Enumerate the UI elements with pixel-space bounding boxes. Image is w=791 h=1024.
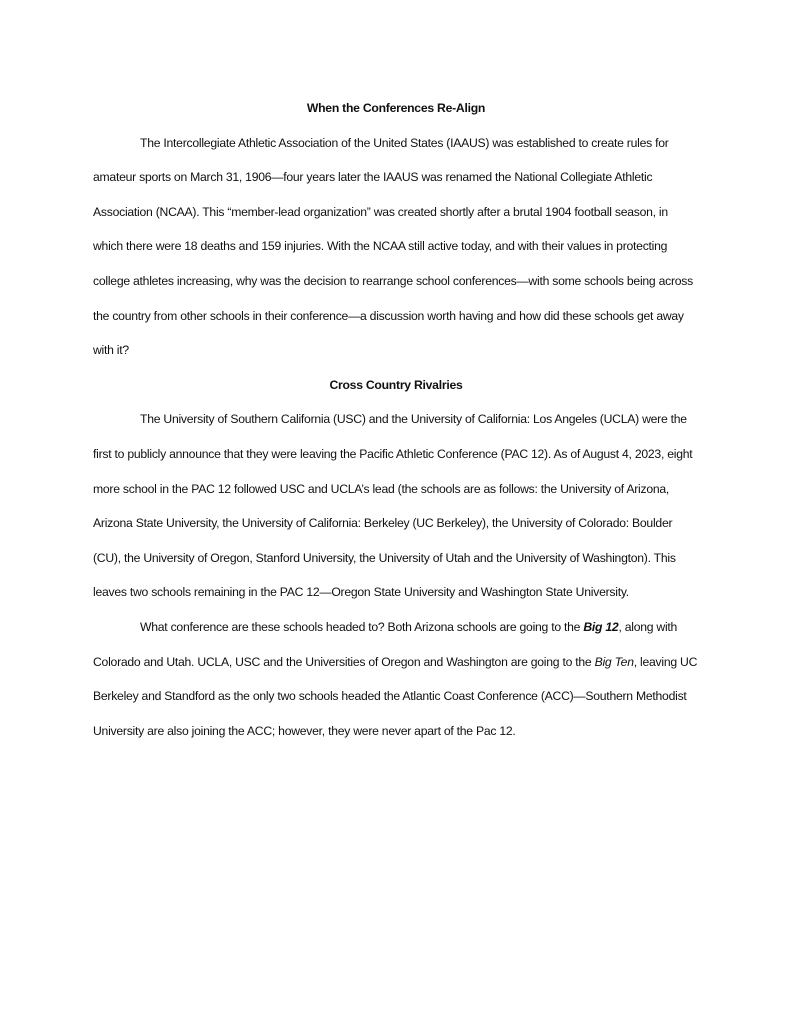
section-paragraph-2	[93, 610, 699, 748]
paragraph-text: , along with Colorado and Utah. UCLA, USC and the Universities of Oregon and Washington are going to the	[93, 619, 678, 669]
document-body	[93, 91, 699, 748]
conference-name-big-12: Big 12	[583, 619, 619, 634]
document-title: When the Conferences Re-Align	[306, 101, 486, 115]
conference-name-big-ten: Big Ten	[594, 654, 634, 669]
section-heading: Cross Country Rivalries	[329, 377, 463, 392]
paragraph-text: , leaving UC Berkeley and Standford as the only two schools headed the Atlantic Coast Conference (ACC)—Southern Methodist University are also joining the ACC; however, they were never apart of the Pac 12.	[93, 654, 698, 738]
paragraph-text: What conference are these schools headed to? Both Arizona schools are going to the	[140, 619, 584, 634]
section-paragraph-1: The University of Southern California (USC) and the University of California: Los Angeles (UCLA) were the first to publicly announce that they were leaving the Pacific Athletic Conference (PAC 12). As of August 4, 2023, eight more school in the PAC 12 followed USC and UCLA’s lead (the schools are as follows: the University of Arizona, Arizona State University, the University of California: Berkeley (UC Berkeley), the University of Colorado: Boulder (CU), the University of Oregon, Stanford University, the University of Utah and the University of Washington). This leaves two schools remaining in the PAC 12—Oregon State University and Washington State University.	[93, 412, 693, 600]
intro-paragraph: The Intercollegiate Athletic Association of the United States (IAAUS) was established to create rules for amateur sports on March 31, 1906—four years later the IAAUS was renamed the National Collegiate Athletic Association (NCAA). This “member-lead organization” was created shortly after a brutal 1904 football season, in which there were 18 deaths and 159 injuries. With the NCAA still active today, and with their values in protecting college athletes increasing, why was the decision to rearrange school conferences—with some schools being across the country from other schools in their conference—a discussion worth having and how did these schools get away with it?	[93, 135, 693, 358]
